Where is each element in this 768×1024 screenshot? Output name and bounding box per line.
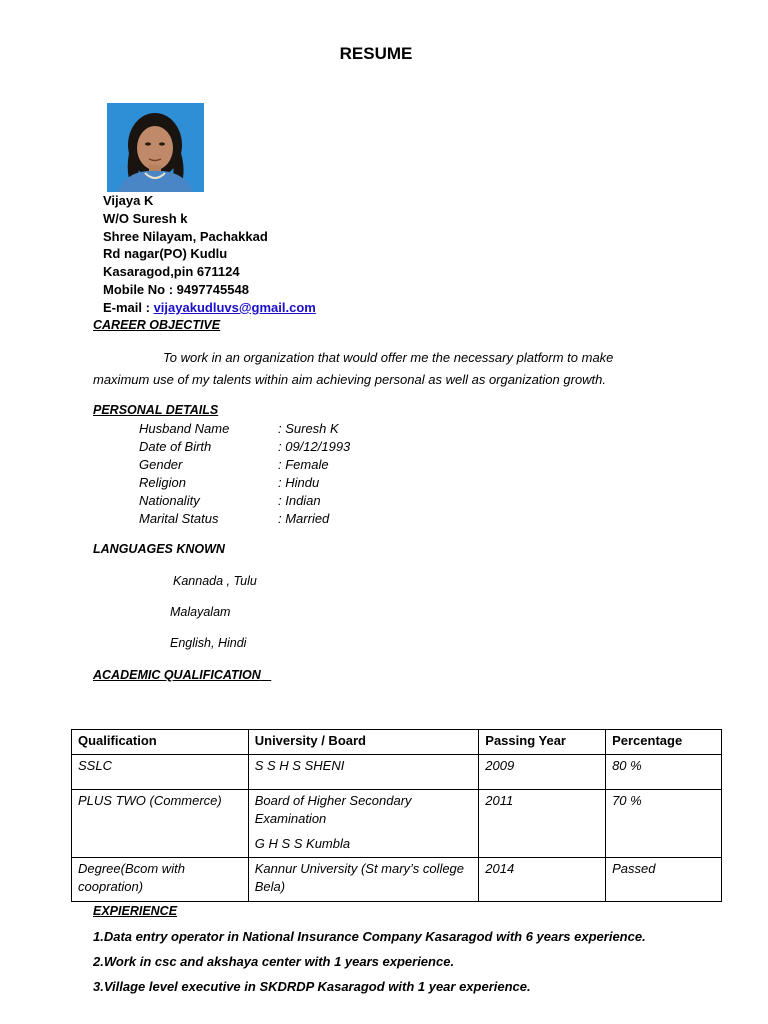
personal-row [139, 439, 350, 454]
language-item: Kannada , Tulu [173, 574, 257, 588]
personal-row [139, 457, 329, 472]
cell-percentage: Passed [606, 858, 722, 902]
cell-board: S S H S SHENI [248, 755, 479, 790]
cell-board [248, 790, 479, 858]
career-objective-line1: To work in an organization that would offer me the necessary platform to make [163, 350, 614, 365]
personal-row [139, 421, 339, 436]
academic-heading: ACADEMIC QUALIFICATION [93, 668, 261, 682]
contact-mobile: Mobile No : 9497745548 [103, 281, 249, 297]
profile-photo [107, 103, 204, 192]
personal-key: Date of Birth [139, 439, 212, 454]
cell-board-line: Board of Higher Secondary Examination [254, 793, 412, 826]
personal-details-heading: PERSONAL DETAILS [93, 403, 219, 417]
personal-value: : Hindu [278, 475, 320, 490]
language-item: English, Hindi [170, 636, 247, 650]
languages-heading: LANGUAGES KNOWN [93, 542, 225, 556]
cell-year: 2011 [479, 790, 606, 858]
experience-item: 2.Work in csc and akshaya center with 1 years experience. [93, 954, 455, 969]
personal-key: Husband Name [139, 421, 230, 436]
contact-block [103, 192, 316, 317]
personal-key: Marital Status [139, 511, 219, 526]
personal-value: : Married [278, 511, 330, 526]
column-header: University / Board [248, 730, 479, 755]
experience-item: 1.Data entry operator in National Insurance Company Kasaragod with 6 years experience. [93, 929, 646, 944]
table-row [72, 790, 722, 858]
cell-percentage: 80 % [606, 755, 722, 790]
cell-year: 2009 [479, 755, 606, 790]
column-header: Passing Year [479, 730, 606, 755]
contact-name: Vijaya K [103, 193, 154, 208]
contact-address-line1: Shree Nilayam, Pachakkad [103, 228, 268, 244]
table-header-row [72, 730, 722, 755]
cell-qualification: Degree(Bcom with coopration) [72, 858, 249, 902]
cell-year: 2014 [479, 858, 606, 902]
contact-address-line2: Rd nagar(PO) Kudlu [103, 246, 228, 262]
experience-heading: EXPIERIENCE [93, 904, 178, 918]
academic-table [71, 729, 722, 902]
table-row [72, 858, 722, 902]
cell-board-line: G H S S Kumbla [254, 836, 351, 851]
personal-key: Nationality [139, 493, 200, 508]
column-header: Qualification [72, 730, 249, 755]
contact-email-label: E-mail : [103, 299, 154, 315]
career-objective-text [93, 347, 693, 390]
page-title: RESUME [339, 44, 413, 63]
cell-qualification: SSLC [72, 755, 249, 790]
portrait-image [107, 103, 204, 192]
contact-address-line3: Kasaragod,pin 671124 [103, 264, 240, 280]
career-objective-line2: maximum use of my talents within aim achieving personal as well as organization growth. [93, 371, 607, 387]
contact-email-row [103, 299, 316, 317]
contact-email-link[interactable]: vijayakudluvs@gmail.com [153, 299, 316, 315]
personal-value: : Suresh K [278, 421, 339, 436]
personal-value: : Indian [278, 493, 321, 508]
language-item: Malayalam [170, 605, 231, 619]
contact-relation: W/O Suresh k [103, 210, 188, 226]
personal-value: : Female [278, 457, 329, 472]
cell-board: Kannur University (St mary’s college Bela) [248, 858, 479, 902]
table-row [72, 755, 722, 790]
cell-qualification: PLUS TWO (Commerce) [72, 790, 249, 858]
personal-row [139, 475, 319, 490]
personal-row [139, 493, 321, 508]
personal-key: Religion [139, 475, 186, 490]
cell-percentage: 70 % [606, 790, 722, 858]
personal-value: : 09/12/1993 [278, 439, 351, 454]
personal-row [139, 511, 329, 526]
experience-item: 3.Village level executive in SKDRDP Kasaragod with 1 year experience. [93, 979, 531, 994]
career-objective-heading: CAREER OBJECTIVE [93, 318, 221, 332]
column-header: Percentage [606, 730, 722, 755]
personal-key: Gender [139, 457, 183, 472]
